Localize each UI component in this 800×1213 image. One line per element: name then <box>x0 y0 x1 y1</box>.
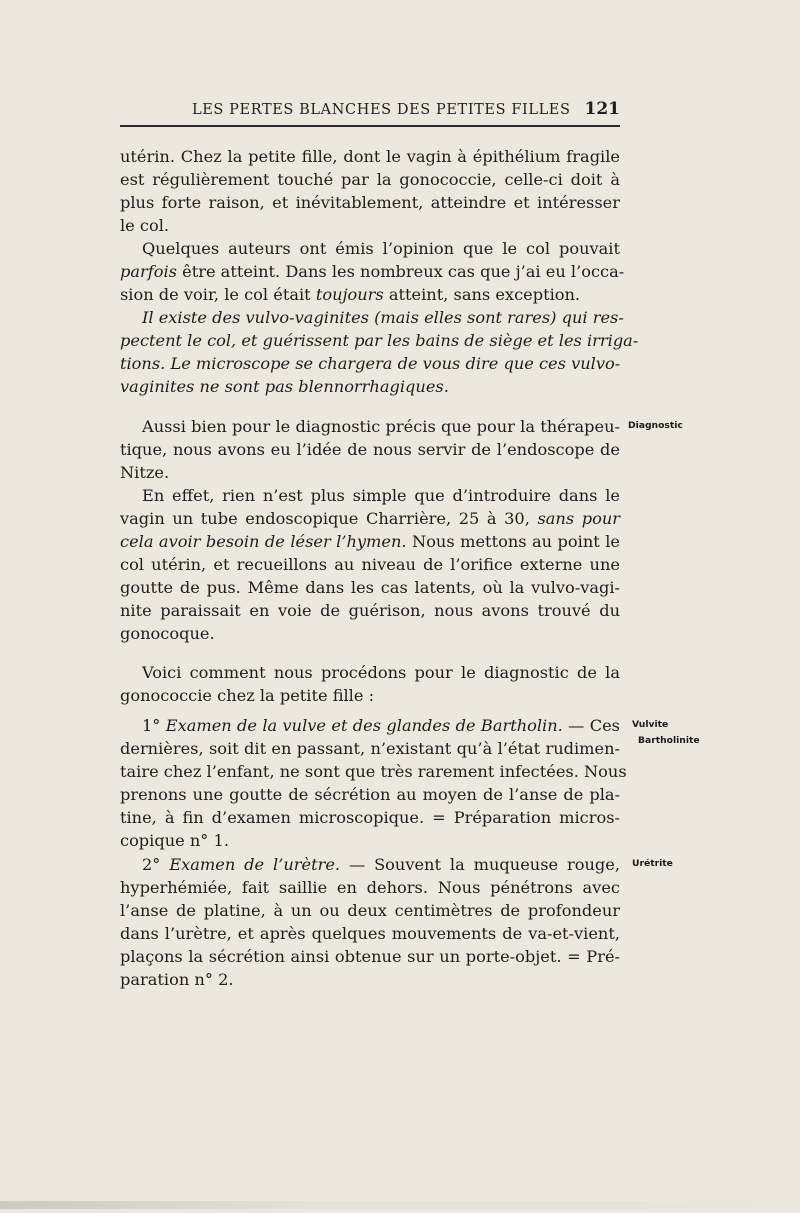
page-number: 121 <box>584 99 620 119</box>
text-fragment: vagin un tube endoscopique Charrière, 25 à 30, <box>120 509 538 528</box>
text-line: En effet, rien n’est plus simple que d’introduire dans le <box>142 486 620 505</box>
text-line: paration n° 2. <box>120 970 234 989</box>
text-fragment: être atteint. Dans les nombreux cas que j’ai eu l’occa- <box>176 262 625 281</box>
text-line: goutte de pus. Même dans les cas latents, où la vulvo-vagi- <box>120 578 620 597</box>
margin-note-bartholinite: Bartholinite <box>638 735 700 746</box>
text-line: vaginites ne sont pas blennorrhagiques. <box>120 377 449 396</box>
paragraph-4 <box>120 415 620 484</box>
text-fragment: sion de voir, le col était <box>120 285 316 304</box>
text-line: plaçons la sécrétion ainsi obtenue sur un porte-objet. = Pré- <box>120 947 620 966</box>
scan-edge-shadow <box>0 1201 800 1209</box>
text-fragment: atteint, sans exception. <box>383 285 581 304</box>
text-line: Voici comment nous procédons pour le diagnostic de la <box>142 663 620 682</box>
text-line: nite paraissait en voie de guérison, nous avons trouvé du <box>120 601 620 620</box>
text-line: utérin. Chez la petite fille, dont le vagin à épithélium fragile <box>120 147 620 166</box>
text-line: copique n° 1. <box>120 831 229 850</box>
emphasis: parfois <box>120 262 177 281</box>
text-line: gonocoque. <box>120 624 215 643</box>
emphasis: Examen de l’urètre. <box>169 855 341 874</box>
list-number: 1° <box>142 716 166 735</box>
margin-note-diagnostic: Diagnostic <box>628 420 683 431</box>
text-fragment: — Souvent la muqueuse rouge, <box>340 855 620 874</box>
text-line: le col. <box>120 216 170 235</box>
text-line: tique, nous avons eu l’idée de nous servir de l’endoscope de <box>120 440 620 459</box>
paragraph-1 <box>120 145 620 237</box>
paragraph-3 <box>120 306 639 398</box>
text-fragment: Nous mettons au point le <box>406 532 620 551</box>
paragraph-2 <box>120 237 625 306</box>
text-line: gonococcie chez la petite fille : <box>120 686 375 705</box>
text-line <box>120 507 620 530</box>
text-line <box>120 283 620 306</box>
text-line: Nitze. <box>120 463 170 482</box>
emphasis: cela avoir besoin de léser l’hymen. <box>120 532 407 551</box>
text-line: col utérin, et recueillons au niveau de l’orifice externe une <box>120 555 620 574</box>
text-line: prenons une goutte de sécrétion au moyen de l’anse de pla- <box>120 785 620 804</box>
text-line: tine, à fin d’examen microscopique. = Préparation micros- <box>120 808 620 827</box>
header-rule <box>120 125 620 127</box>
text-fragment: — Ces <box>562 716 620 735</box>
text-line: est régulièrement touché par la gonococcie, celle-ci doit à <box>120 170 620 189</box>
emphasis: sans pour <box>537 509 621 528</box>
text-line: taire chez l’enfant, ne sont que très rarement infectées. Nous <box>120 762 627 781</box>
text-line: Quelques auteurs ont émis l’opinion que le col pouvait <box>142 239 620 258</box>
paragraph-6 <box>120 661 620 707</box>
text-line: plus forte raison, et inévitablement, atteindre et intéresser <box>120 193 620 212</box>
text-line <box>120 530 620 553</box>
text-line: Aussi bien pour le diagnostic précis que pour la thérapeu- <box>142 417 620 436</box>
text-line: hyperhémiée, fait saillie en dehors. Nous pénétrons avec <box>120 878 620 897</box>
emphasis: toujours <box>315 285 384 304</box>
margin-note-uretrite: Urétrite <box>632 858 673 869</box>
text-line <box>120 714 620 737</box>
running-header-title: LES PERTES BLANCHES DES PETITES FILLES <box>192 102 571 118</box>
text-line: dans l’urètre, et après quelques mouvements de va-et-vient, <box>120 924 620 943</box>
paragraph-5 <box>120 484 620 645</box>
margin-note-vulvite: Vulvite <box>632 719 669 730</box>
text-line: Il existe des vulvo-vaginites (mais elles sont rares) qui res- <box>142 308 624 327</box>
text-line: pectent le col, et guérissent par les bains de siège et les irriga- <box>120 331 639 350</box>
text-line: l’anse de platine, à un ou deux centimètres de profondeur <box>120 901 620 920</box>
paragraph-7 <box>120 714 627 852</box>
text-line <box>120 260 625 283</box>
text-line: dernières, soit dit en passant, n’existant qu’à l’état rudimen- <box>120 739 620 758</box>
emphasis: Examen de la vulve et des glandes de Bartholin. <box>165 716 563 735</box>
text-line: tions. Le microscope se chargera de vous dire que ces vulvo- <box>120 354 621 373</box>
text-line <box>120 853 620 876</box>
running-header <box>120 96 620 126</box>
list-number: 2° <box>142 855 170 874</box>
paragraph-8 <box>120 853 620 991</box>
